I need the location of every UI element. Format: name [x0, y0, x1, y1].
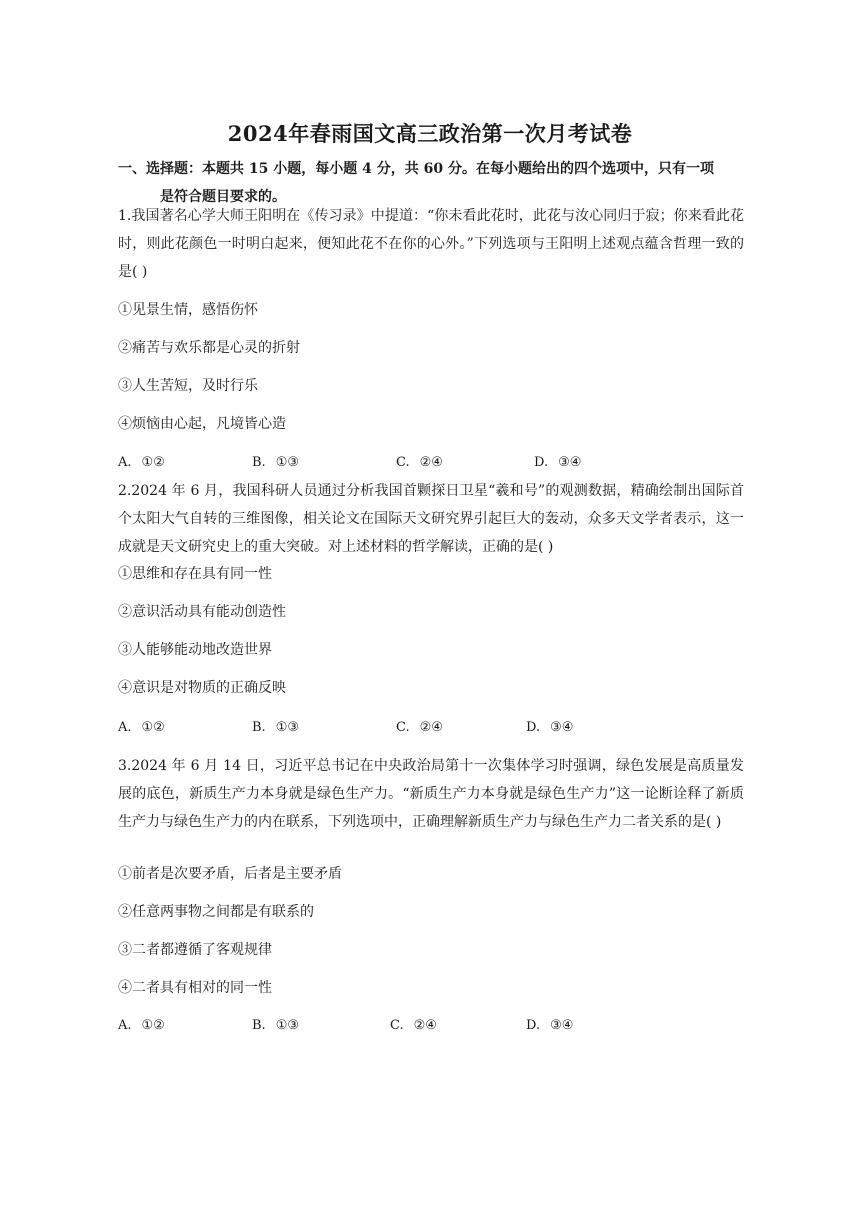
section-line-1: 一、选择题：本题共 15 小题，每小题 4 分，共 60 分。在每小题给出的四个选项中，只有一项	[118, 161, 714, 177]
question-2-option-b: B. ①③	[252, 720, 299, 735]
question-1-stem: 1.我国著名心学大师王阳明在《传习录》中提道：“你未看此花时，此花与汝心同归于寂；你来看此花时，则此花颜色一时明白起来，便知此花不在你的心外。”下列选项与王阳明上述观点蕴含哲理一致的是( )	[118, 208, 744, 280]
question-3-statement-4: ④二者具有相对的同一性	[118, 980, 272, 996]
question-2-statement-4: ④意识是对物质的正确反映	[118, 680, 286, 696]
question-1-option-c: C. ②④	[396, 455, 443, 470]
question-2-option-c: C. ②④	[396, 720, 443, 735]
question-3-options	[118, 1016, 744, 1036]
question-2-options	[118, 718, 744, 738]
exam-title: 2024年春雨国文高三政治第一次月考试卷	[227, 121, 633, 146]
question-3-option-b: B. ①③	[252, 1018, 299, 1033]
question-3-statement-1: ①前者是次要矛盾，后者是主要矛盾	[118, 866, 342, 882]
question-3-statement-2: ②任意两事物之间都是有联系的	[118, 904, 314, 920]
question-3-stem: 3.2024 年 6 月 14 日，习近平总书记在中央政治局第十一次集体学习时强调，绿色发展是高质量发展的底色，新质生产力本身就是绿色生产力。“新质生产力本身就是绿色生产力”这一论断诠释了新质生产力与绿色生产力的内在联系，下列选项中，正确理解新质生产力与绿色生产力二者关系的是( )	[118, 758, 744, 830]
question-1-option-a: A. ①②	[118, 455, 165, 470]
question-2-statement-2: ②意识活动具有能动创造性	[118, 604, 286, 620]
question-2-option-a: A. ①②	[118, 720, 165, 735]
question-1-statement-2: ②痛苦与欢乐都是心灵的折射	[118, 340, 300, 356]
question-3-option-d: D. ③④	[526, 1018, 574, 1033]
question-1-options	[118, 453, 744, 473]
question-2-statement-1: ①思维和存在具有同一性	[118, 566, 272, 582]
section-line-2: 是符合题目要求的。	[160, 189, 286, 205]
question-1-statement-3: ③人生苦短，及时行乐	[118, 378, 258, 394]
question-2-statement-3: ③人能够能动地改造世界	[118, 642, 272, 658]
question-2-option-d: D. ③④	[526, 720, 574, 735]
question-3-option-c: C. ②④	[390, 1018, 437, 1033]
question-1-option-d: D. ③④	[534, 455, 582, 470]
question-3-statement-3: ③二者都遵循了客观规律	[118, 942, 272, 958]
question-2-stem: 2.2024 年 6 月，我国科研人员通过分析我国首颗探日卫星“羲和号”的观测数据，精确绘制出国际首个太阳大气自转的三维图像，相关论文在国际天文研究界引起巨大的轰动，众多天文学者表示，这一成就是天文研究史上的重大突破。对上述材料的哲学解读，正确的是( )	[118, 483, 744, 555]
question-1-statement-4: ④烦恼由心起，凡境皆心造	[118, 416, 286, 432]
question-1-option-b: B. ①③	[252, 455, 299, 470]
question-3-option-a: A. ①②	[118, 1018, 165, 1033]
question-1-statement-1: ①见景生情，感悟伤怀	[118, 302, 258, 318]
